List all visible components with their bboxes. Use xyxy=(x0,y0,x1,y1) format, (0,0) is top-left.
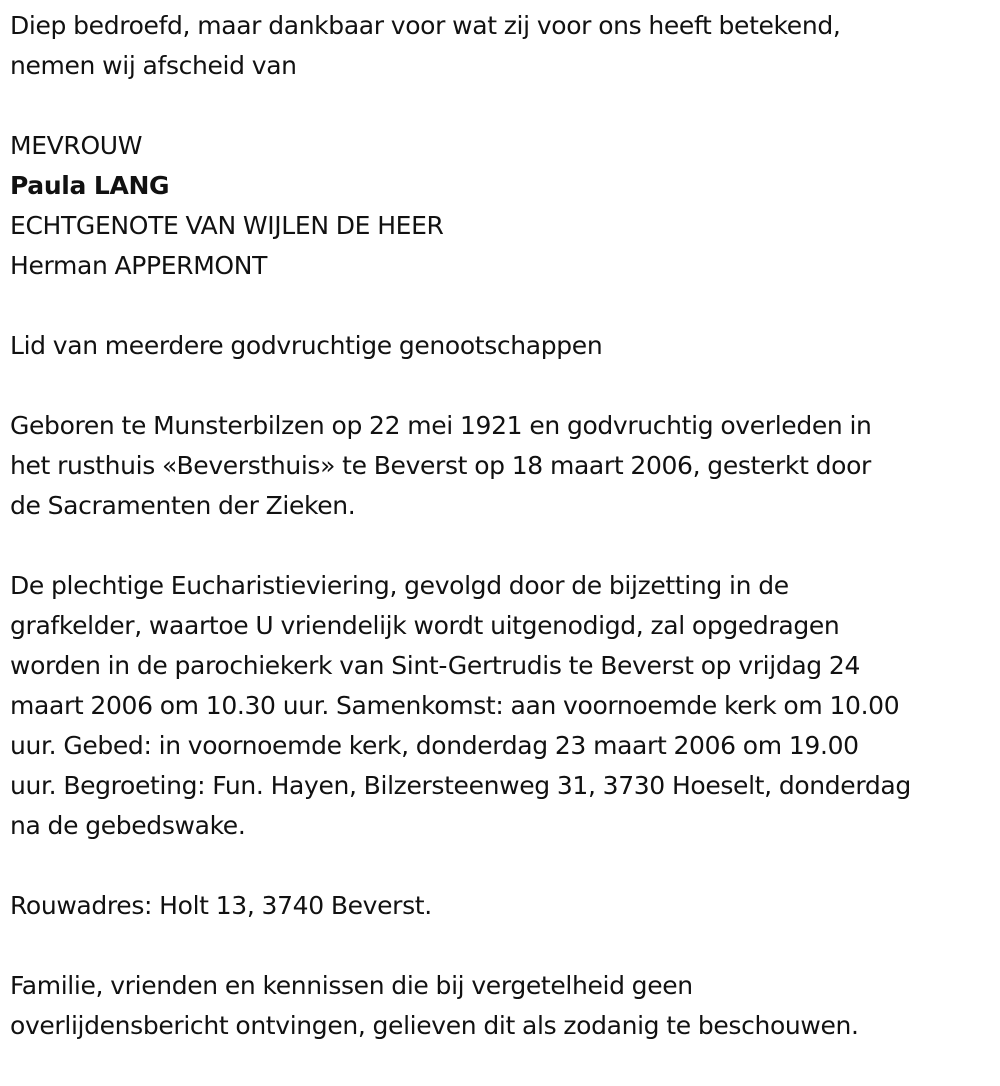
spacer xyxy=(10,366,995,406)
spacer xyxy=(10,846,995,886)
birth-death-line: het rusthuis «Beversthuis» te Beverst op 18 maart 2006, gesterkt door xyxy=(10,451,871,480)
spacer xyxy=(10,286,995,326)
ceremony-text xyxy=(10,566,995,846)
ceremony-line: na de gebedswake. xyxy=(10,811,246,840)
mourning-address: Rouwadres: Holt 13, 3740 Beverst. xyxy=(10,891,432,920)
spouse-name: Herman APPERMONT xyxy=(10,251,268,280)
membership-text: Lid van meerdere godvruchtige genootschappen xyxy=(10,331,603,360)
intro-line: nemen wij afscheid van xyxy=(10,51,297,80)
birth-death-line: Geboren te Munsterbilzen op 22 mei 1921 en godvruchtig overleden in xyxy=(10,411,872,440)
birth-death-text xyxy=(10,406,995,526)
spouse-title: ECHTGENOTE VAN WIJLEN DE HEER xyxy=(10,211,444,240)
deceased-name: Paula LANG xyxy=(10,171,170,200)
obituary-notice xyxy=(10,6,995,1046)
ceremony-line: grafkelder, waartoe U vriendelijk wordt uitgenodigd, zal opgedragen xyxy=(10,611,840,640)
closing-line: overlijdensbericht ontvingen, gelieven dit als zodanig te beschouwen. xyxy=(10,1011,859,1040)
ceremony-line: uur. Gebed: in voornoemde kerk, donderdag 23 maart 2006 om 19.00 xyxy=(10,731,859,760)
intro-text xyxy=(10,6,995,86)
ceremony-line: uur. Begroeting: Fun. Hayen, Bilzersteenweg 31, 3730 Hoeselt, donderdag xyxy=(10,771,911,800)
closing-line: Familie, vrienden en kennissen die bij vergetelheid geen xyxy=(10,971,693,1000)
salutation: MEVROUW xyxy=(10,131,143,160)
ceremony-line: worden in de parochiekerk van Sint-Gertrudis te Beverst op vrijdag 24 xyxy=(10,651,861,680)
ceremony-line: maart 2006 om 10.30 uur. Samenkomst: aan voornoemde kerk om 10.00 xyxy=(10,691,900,720)
birth-death-line: de Sacramenten der Zieken. xyxy=(10,491,356,520)
spacer xyxy=(10,526,995,566)
intro-line: Diep bedroefd, maar dankbaar voor wat zij voor ons heeft betekend, xyxy=(10,11,841,40)
spacer xyxy=(10,86,995,126)
spacer xyxy=(10,926,995,966)
closing-text xyxy=(10,966,995,1046)
ceremony-line: De plechtige Eucharistieviering, gevolgd door de bijzetting in de xyxy=(10,571,789,600)
